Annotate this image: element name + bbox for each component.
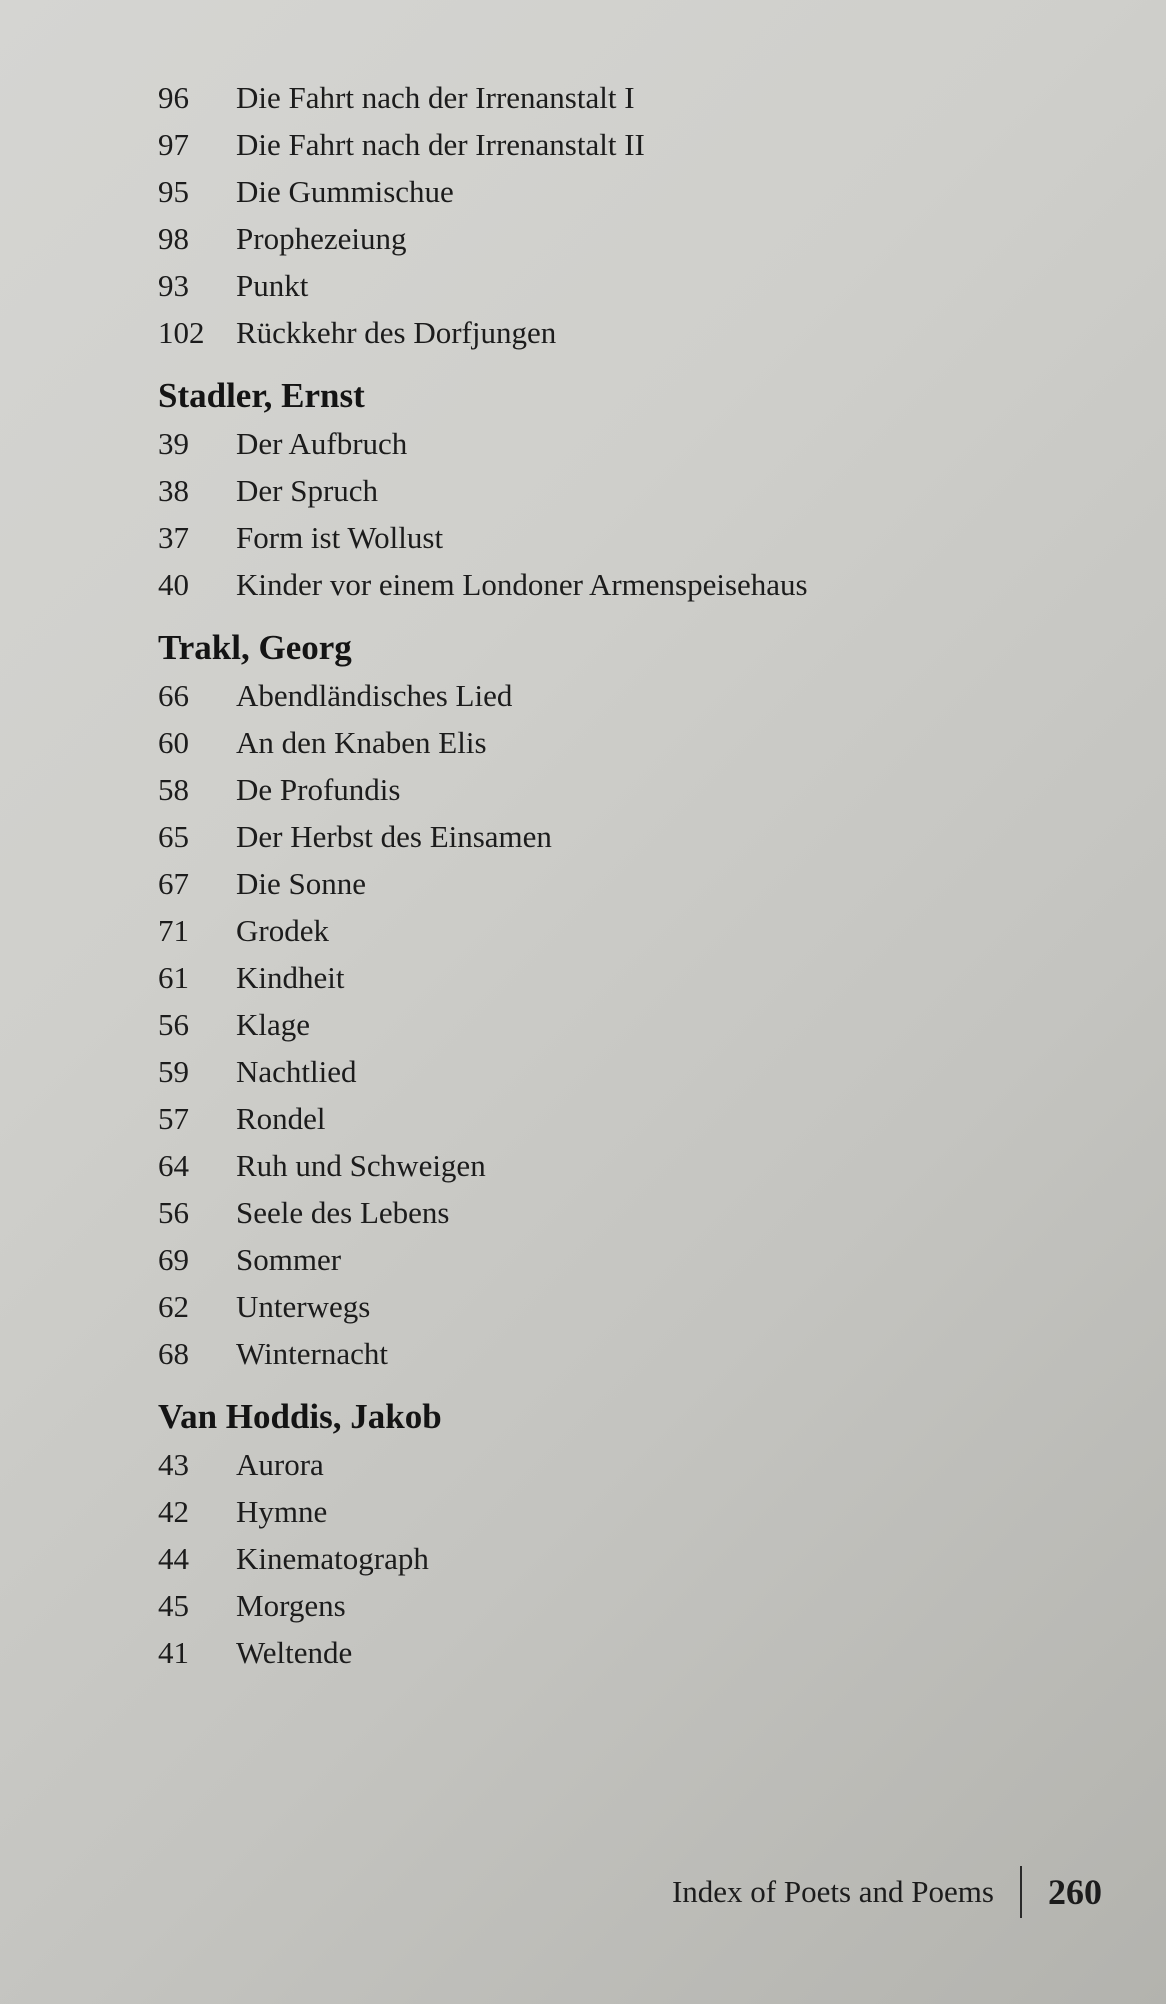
index-entry — [158, 565, 1058, 612]
index-entry — [158, 1052, 1058, 1099]
entry-page-number: 43 — [158, 1447, 189, 1482]
entry-page-number: 58 — [158, 772, 189, 807]
entry-poem-title: Klage — [236, 1007, 311, 1042]
index-entry — [158, 1193, 1058, 1240]
entry-poem-title: Rondel — [236, 1101, 326, 1136]
entry-page-number: 66 — [158, 678, 189, 713]
page-number: 260 — [1048, 1872, 1102, 1912]
entry-poem-title: Seele des Lebens — [236, 1195, 450, 1230]
entry-poem-title: Der Herbst des Einsamen — [236, 819, 552, 854]
entry-poem-title: Winternacht — [236, 1336, 388, 1371]
entry-poem-title: Der Spruch — [236, 473, 379, 508]
entry-poem-title: Die Gummischue — [236, 174, 454, 209]
entry-poem-title: Prophezeiung — [236, 221, 407, 256]
entry-page-number: 37 — [158, 520, 189, 555]
entry-poem-title: Die Fahrt nach der Irrenanstalt I — [236, 80, 635, 115]
entry-page-number: 38 — [158, 473, 189, 508]
entry-page-number: 71 — [158, 913, 189, 948]
entry-page-number: 68 — [158, 1336, 189, 1371]
index-entry — [158, 1240, 1058, 1287]
entry-poem-title: Kinematograph — [236, 1541, 429, 1576]
page-footer — [672, 1866, 1102, 1918]
index-entry — [158, 125, 1058, 172]
footer-label: Index of Poets and Poems — [671, 1874, 994, 1909]
entry-page-number: 64 — [158, 1148, 189, 1183]
index-entry — [158, 958, 1058, 1005]
index-entry — [158, 817, 1058, 864]
entry-page-number: 67 — [158, 866, 189, 901]
index-entry — [158, 518, 1058, 565]
entry-poem-title: Kinder vor einem Londoner Armenspeisehaus — [236, 567, 808, 602]
index-entry — [158, 313, 1058, 360]
index-entry — [158, 78, 1058, 125]
entry-page-number: 42 — [158, 1494, 189, 1529]
entry-poem-title: Morgens — [236, 1588, 346, 1623]
index-entry — [158, 219, 1058, 266]
entry-poem-title: Punkt — [236, 268, 309, 303]
entry-poem-title: Kindheit — [236, 960, 345, 995]
entry-page-number: 56 — [158, 1007, 189, 1042]
entry-poem-title: Nachtlied — [236, 1054, 357, 1089]
index-entry — [158, 424, 1058, 471]
entry-poem-title: Abendländisches Lied — [236, 678, 513, 713]
index-section — [158, 626, 1058, 1381]
entry-poem-title: Die Sonne — [236, 866, 367, 901]
entry-page-number: 98 — [158, 221, 189, 256]
index-entry — [158, 1539, 1058, 1586]
entry-poem-title: Form ist Wollust — [236, 520, 444, 555]
index-entry — [158, 266, 1058, 313]
entry-page-number: 61 — [158, 960, 189, 995]
index-entry — [158, 1334, 1058, 1381]
entry-page-number: 41 — [158, 1635, 189, 1670]
index-entry — [158, 723, 1058, 770]
entry-page-number: 45 — [158, 1588, 189, 1623]
poet-heading: Trakl, Georg — [158, 628, 352, 667]
entry-poem-title: De Profundis — [236, 772, 401, 807]
index-entry — [158, 676, 1058, 723]
index-entry — [158, 1005, 1058, 1052]
index-section — [158, 78, 1058, 360]
entry-page-number: 97 — [158, 127, 189, 162]
index-entry — [158, 1492, 1058, 1539]
poet-heading: Van Hoddis, Jakob — [158, 1397, 442, 1436]
entry-poem-title: An den Knaben Elis — [236, 725, 487, 760]
index-entry — [158, 1633, 1058, 1680]
entry-poem-title: Die Fahrt nach der Irrenanstalt II — [236, 127, 645, 162]
index-entry — [158, 911, 1058, 958]
index-section — [158, 1395, 1058, 1680]
entry-page-number: 56 — [158, 1195, 189, 1230]
index-section — [158, 374, 1058, 612]
entry-page-number: 59 — [158, 1054, 189, 1089]
entry-page-number: 39 — [158, 426, 189, 461]
index-entry — [158, 172, 1058, 219]
entry-poem-title: Grodek — [236, 913, 329, 948]
entry-poem-title: Unterwegs — [236, 1289, 371, 1324]
entry-page-number: 62 — [158, 1289, 189, 1324]
entry-page-number: 69 — [158, 1242, 189, 1277]
entry-poem-title: Aurora — [236, 1447, 324, 1482]
entry-page-number: 44 — [158, 1541, 189, 1576]
index-entry — [158, 864, 1058, 911]
entry-poem-title: Ruh und Schweigen — [236, 1148, 486, 1183]
index-entry — [158, 471, 1058, 518]
index-entry — [158, 1445, 1058, 1492]
entry-page-number: 102 — [158, 315, 205, 350]
entry-page-number: 40 — [158, 567, 189, 602]
entry-page-number: 96 — [158, 80, 189, 115]
entry-poem-title: Sommer — [236, 1242, 342, 1277]
index-page — [158, 78, 1058, 1694]
poet-heading: Stadler, Ernst — [158, 376, 365, 415]
entry-page-number: 65 — [158, 819, 189, 854]
entry-page-number: 57 — [158, 1101, 189, 1136]
index-entry — [158, 1287, 1058, 1334]
entry-page-number: 93 — [158, 268, 189, 303]
entry-poem-title: Der Aufbruch — [236, 426, 408, 461]
index-entry — [158, 1146, 1058, 1193]
entry-poem-title: Weltende — [236, 1635, 353, 1670]
entry-poem-title: Hymne — [236, 1494, 328, 1529]
index-entry — [158, 1099, 1058, 1146]
index-entry — [158, 1586, 1058, 1633]
entry-poem-title: Rückkehr des Dorfjungen — [236, 315, 557, 350]
entry-page-number: 60 — [158, 725, 189, 760]
index-entry — [158, 770, 1058, 817]
entry-page-number: 95 — [158, 174, 189, 209]
footer-divider — [1020, 1866, 1022, 1918]
